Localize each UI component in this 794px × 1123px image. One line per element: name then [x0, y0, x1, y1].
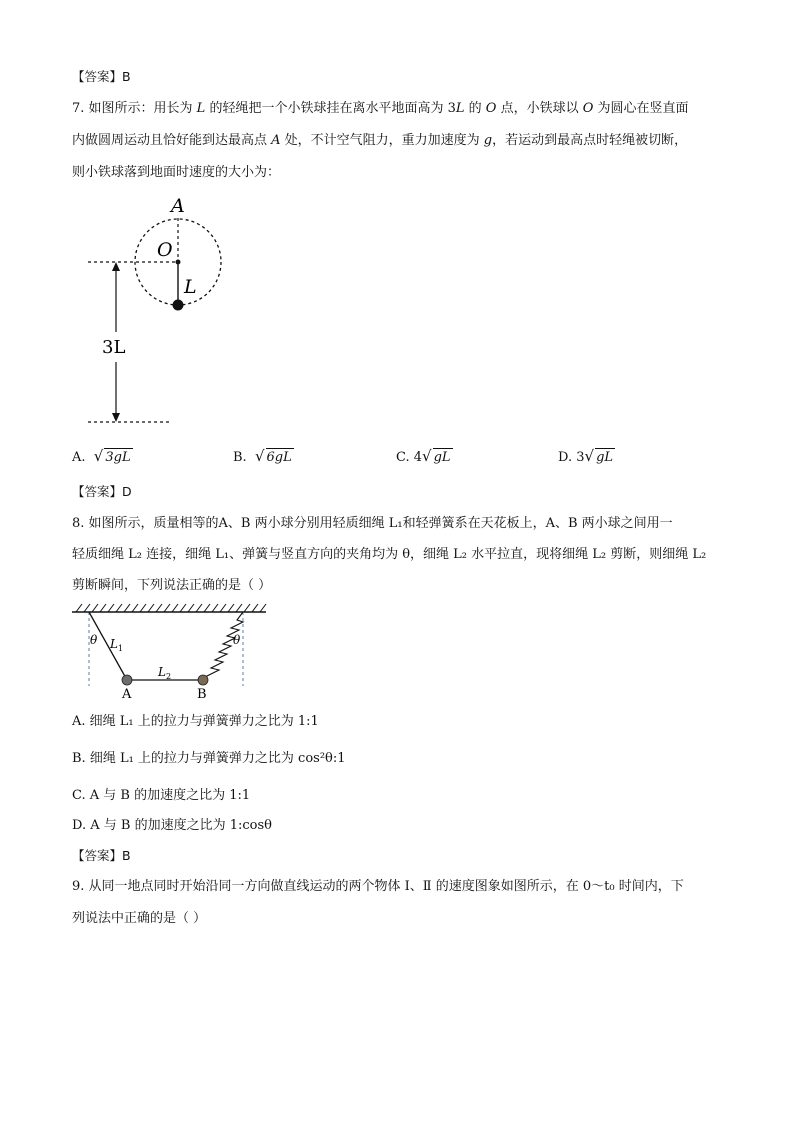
- label-a: A: [171, 195, 185, 217]
- iron-ball: [173, 300, 184, 311]
- q9-line-2: 列说法中正确的是（ ）: [72, 911, 207, 926]
- q7-option-a[interactable]: A. √ 3gL: [72, 447, 131, 465]
- arrow-down: [112, 413, 120, 422]
- label-l2: $L_2$: [158, 665, 172, 681]
- q7-line-3: 则小铁球落到地面时速度的大小为：: [72, 165, 281, 180]
- answer-8: 【答案】B: [72, 848, 131, 863]
- q8-ceiling-figure: [70, 600, 270, 700]
- label-l1: $L_1$: [110, 637, 124, 653]
- q8-option-c[interactable]: C. A 与 B 的加速度之比为 1:1: [72, 788, 251, 803]
- theta-right: θ: [233, 633, 241, 647]
- q8-option-d[interactable]: D. A 与 B 的加速度之比为 1:cosθ: [72, 818, 272, 833]
- q7-option-d[interactable]: D. 3√ gL: [558, 447, 614, 465]
- q8-option-b[interactable]: B. 细绳 L₁ 上的拉力与弹簧弹力之比为 cos²θ:1: [72, 751, 346, 766]
- q7-line-1: 7. 如图所示：用长为 L 的轻绳把一个小铁球挂在离水平地面高为 3L 的 O 点，小铁球以 O 为圆心在竖直面: [72, 101, 689, 116]
- q7-line-2: 内做圆周运动且恰好能到达最高点 A 处，不计空气阻力，重力加速度为 g，若运动到最高点时轻绳被切断，: [72, 133, 688, 148]
- q7-circle-figure: [80, 190, 240, 430]
- q7-option-b[interactable]: B. √ 6gL: [233, 447, 292, 465]
- answer-6: 【答案】B: [72, 69, 131, 84]
- q9-line-1: 9. 从同一地点同时开始沿同一方向做直线运动的两个物体 Ⅰ、Ⅱ 的速度图象如图所示，在 0～t₀ 时间内，下: [72, 879, 684, 894]
- answer-7: 【答案】D: [72, 484, 132, 499]
- q7-option-c[interactable]: C. 4√ gL: [396, 447, 451, 465]
- ball-a: [122, 675, 132, 685]
- q8-line-3: 剪断瞬间，下列说法正确的是（ ）: [72, 578, 272, 593]
- label-o: O: [157, 239, 173, 261]
- q8-option-a[interactable]: A. 细绳 L₁ 上的拉力与弹簧弹力之比为 1:1: [72, 714, 319, 729]
- q8-line-2: 轻质细绳 L₂ 连接，细绳 L₁、弹簧与竖直方向的夹角均为 θ，细绳 L₂ 水平拉直，现将细绳 L₂ 剪断，则细绳 L₂: [72, 547, 707, 562]
- label-3l: 3L: [102, 337, 126, 358]
- q8-line-1: 8. 如图所示，质量相等的A、B 两小球分别用轻质细绳 L₁和轻弹簧系在天花板上，A、B 两小球之间用一: [72, 516, 673, 531]
- label-ball-a: A: [122, 687, 132, 700]
- theta-left: θ: [90, 633, 98, 647]
- label-l: L: [184, 276, 197, 298]
- arrow-up: [112, 262, 120, 271]
- ball-b: [198, 675, 208, 685]
- label-ball-b: B: [197, 687, 207, 700]
